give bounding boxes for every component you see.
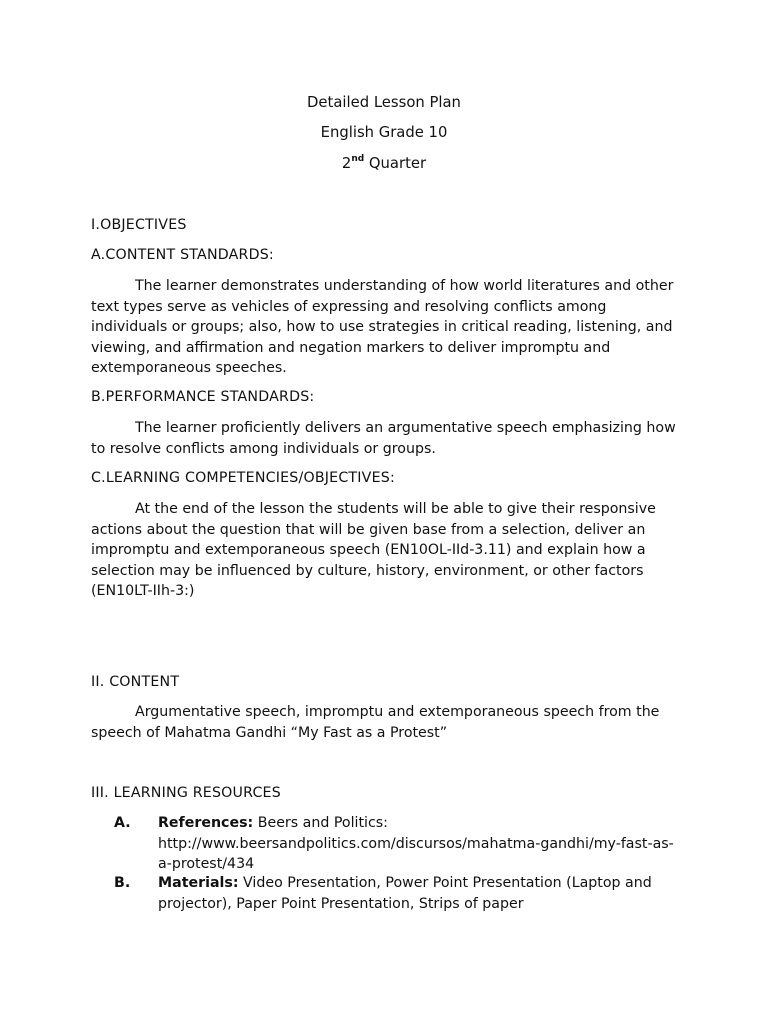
- document-title: Detailed Lesson Plan: [307, 94, 461, 111]
- objectives-heading: I.OBJECTIVES: [91, 217, 187, 233]
- learning-resources-heading: III. LEARNING RESOURCES: [91, 785, 281, 801]
- content-text: Argumentative speech, impromptu and extemporaneous speech from the speech of Mahatma Gandhi “My Fast as a Protest”: [91, 704, 660, 741]
- performance-standards-text: The learner proficiently delivers an argumentative speech emphasizing how to resolve conflicts among individuals or groups.: [91, 420, 676, 457]
- resource-letter: B.: [114, 875, 131, 891]
- resource-text: Beers and Politics: http://www.beersandpolitics.com/discursos/mahatma-gandhi/my-fast-as-a-protest/434: [158, 815, 674, 872]
- quarter-number: 2: [341, 155, 352, 172]
- quarter-word: Quarter: [368, 155, 427, 172]
- resource-label: Materials:: [158, 875, 239, 891]
- resource-text: Video Presentation, Power Point Presentation (Laptop and projector), Paper Point Presentation, Strips of paper: [158, 875, 652, 912]
- resource-label: References:: [158, 815, 254, 831]
- document-quarter: [0, 154, 768, 174]
- resource-letter: A.: [114, 815, 131, 831]
- resource-body: [158, 873, 678, 914]
- content-standards-text: The learner demonstrates understanding of how world literatures and other text types serve as vehicles of expressing and resolving conflicts among individuals or groups; also, how to use strategies in critical reading, listening, and viewing, and affirmation and negation markers to deliver impromptu and extemporaneous speeches.: [91, 278, 674, 376]
- document-subject: English Grade 10: [320, 124, 448, 141]
- performance-standards-heading: B.PERFORMANCE STANDARDS:: [91, 389, 315, 405]
- content-heading: II. CONTENT: [91, 674, 180, 690]
- resource-body: [158, 813, 678, 875]
- competencies-text: At the end of the lesson the students will be able to give their responsive actions about the question that will be given base from a selection, deliver an impromptu and extemporaneous speech (EN10OL-IId-3.11) and explain how a selection may be influenced by culture, history, environment, or other factors (EN10LT-IIh-3:): [91, 501, 656, 599]
- competencies-heading: C.LEARNING COMPETENCIES/OBJECTIVES:: [91, 470, 395, 486]
- content-standards-heading: A.CONTENT STANDARDS:: [91, 247, 274, 263]
- quarter-ordinal-suffix: nd: [351, 154, 365, 165]
